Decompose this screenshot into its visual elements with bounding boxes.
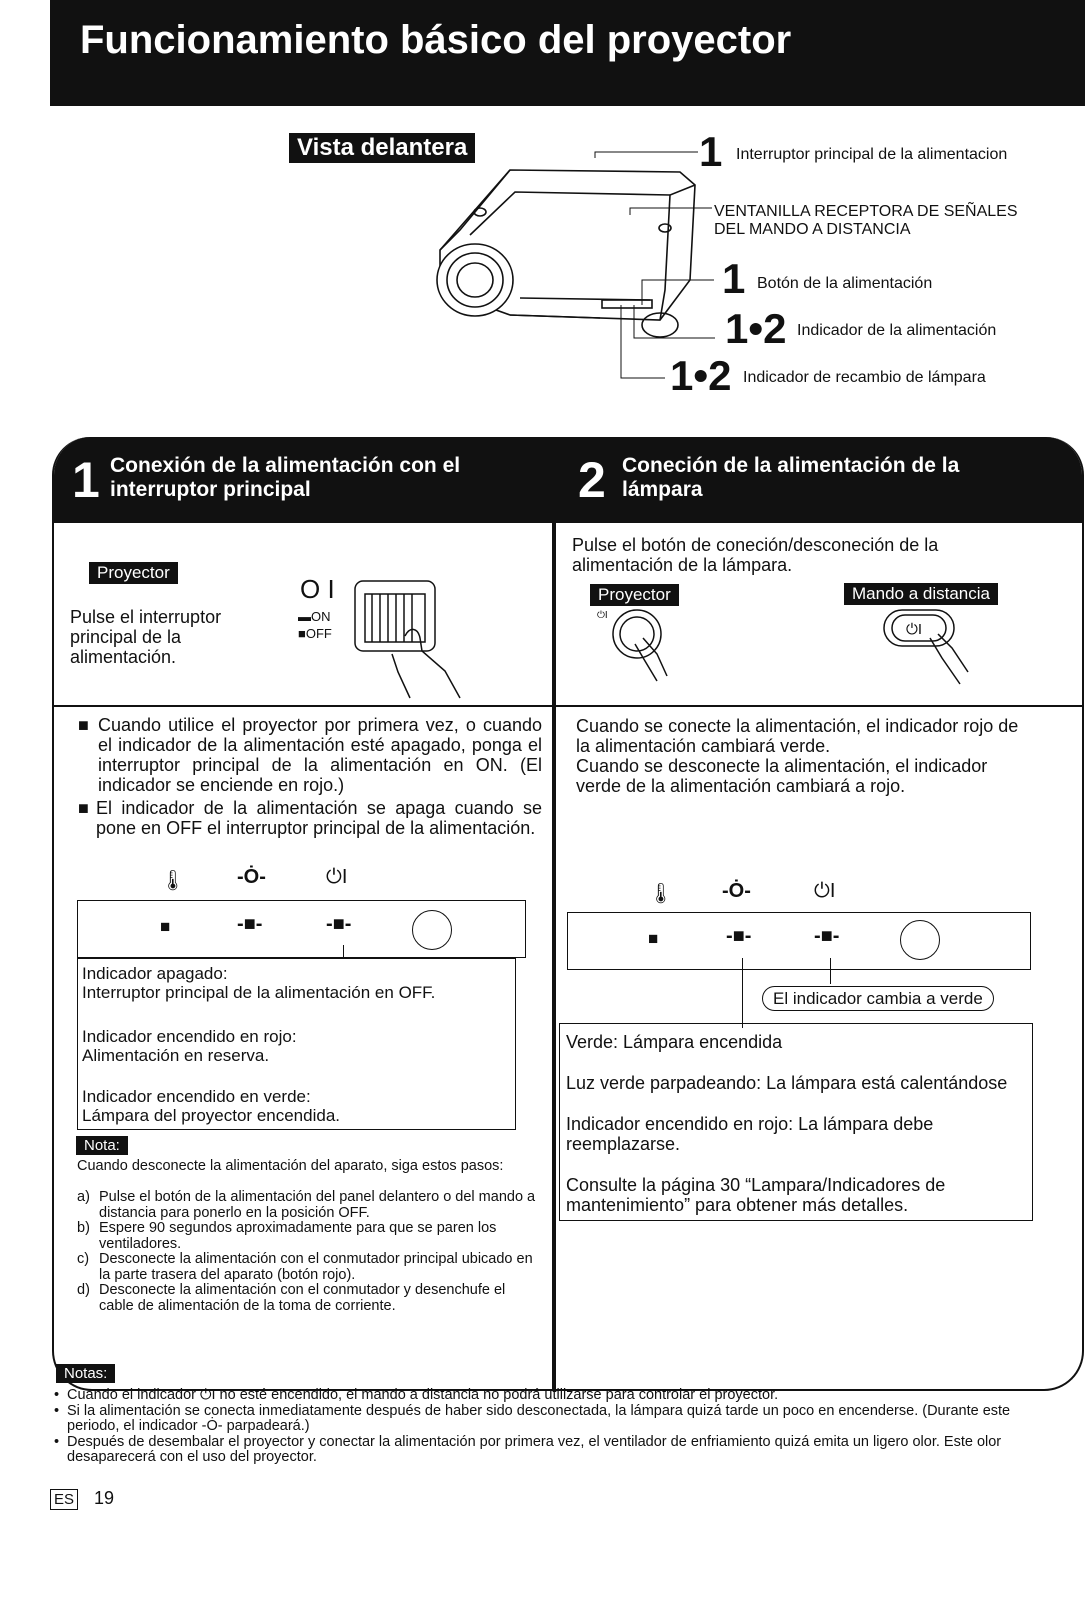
bullet-square-icon: ■ [78,798,89,818]
section2-header [556,437,1082,523]
indicator-panel-section2 [567,912,1031,970]
notas-item [54,1435,1039,1466]
temp-indicator-icon: 🌡 [160,870,186,892]
section2-body [576,716,1026,796]
temp-led-off-icon: ■ [648,929,659,948]
nota-step-text: Espere 90 segundos aproximadamente para que se paren los ventiladores. [99,1220,497,1252]
state-green [82,1087,502,1125]
section1-bullet2 [78,798,542,838]
leader-line [343,945,344,959]
section1-header [54,437,552,523]
front-view-tag: Vista delantera [289,133,475,163]
notas-item [54,1388,1039,1404]
state-red-desc: Alimentación en reserva. [82,1046,270,1065]
callout-power-indicator: Indicador de la alimentación [797,322,997,339]
lamp-indicator-icon: -Ȯ- [722,880,751,902]
nota-step [77,1221,537,1252]
section2-body1: Cuando se conecte la alimentación, el indicador rojo de la alimentación cambiará verde. [576,716,1019,756]
switch-on [298,609,331,624]
temp-led-off-icon: ■ [160,917,171,936]
switch-on-label: ON [311,609,331,624]
projector-power-button-icon [595,606,705,686]
section2-number: 2 [578,452,606,508]
state-off-desc: Interruptor principal de la alimentación en OFF. [82,983,436,1002]
leader-line [830,958,831,984]
section2-projector-tag: Proyector [590,584,679,606]
page-number: 19 [94,1488,115,1508]
notas-item-text: Después de desembalar el proyector y conectar la alimentación por primera vez, el ventilador de enfriamiento quizá emita un ligero olor. Este olor desaparecerá con el uso del proyector. [67,1433,1002,1465]
bullet-dot-icon: • [54,1402,60,1419]
notas-list [54,1388,1039,1466]
svg-text:⏻I: ⏻I [597,610,608,621]
state2-green-blink: Luz verde parpadeando: La lámpara está calentándose [566,1073,1008,1093]
nota-step-marker: a) [77,1189,90,1205]
callout-main-switch: Interruptor principal de la alimentacion [736,146,1008,163]
state-off-label: Indicador apagado: [82,964,228,983]
notas-item-text: Si la alimentación se conecta inmediatamente después de haber sido desconectada, la lámpara quizá tarde un poco en encenderse. (Durante este periodo, el indicador -Ȯ- parpadeará.) [67,1402,1011,1434]
callout-remote-sensor: VENTANILLA RECEPTORA DE SEÑALES DEL MANDO A DISTANCIA [714,203,1018,238]
state-off [82,964,502,1002]
column-divider [552,437,556,1389]
nota-tag: Nota: [76,1136,128,1155]
switch-off-label: OFF [305,626,332,641]
callout-num-power-button: 1 [722,255,746,302]
power-led-blink-icon: -■- [326,913,352,935]
state2-green: Verde: Lámpara encendida [566,1032,783,1052]
nota-step [77,1283,537,1314]
switch-off [298,626,332,641]
section2-remote-tag: Mando a distancia [844,583,998,605]
section1-number: 1 [72,452,100,508]
state2-reference: Consulte la página 30 “Lampara/Indicadores de mantenimiento” para obtener más detalles. [566,1175,946,1215]
remote-power-button-icon [880,606,970,690]
leader-line [742,958,743,1028]
section1-bullet1 [78,715,542,795]
switch-symbol: O I [300,574,335,604]
row-divider [54,705,1082,707]
state2-red: Indicador encendido en rojo: La lámpara debe reemplazarse. [566,1114,934,1154]
state-red [82,1027,502,1065]
power-led-blink-icon: -■- [814,925,840,947]
indicator-panel-section1 [77,900,526,958]
bullet-square-icon: ■ [78,715,89,735]
callout-num-lamp-indicator: 1•2 [670,352,732,399]
section1-title: Conexión de la alimentación con el interruptor principal [110,454,461,501]
nota-intro: Cuando desconecte la alimentación del aparato, siga estos pasos: [77,1158,504,1174]
nota-step [77,1190,537,1221]
state-red-label: Indicador encendido en rojo: [82,1027,297,1046]
callout-power-button: Botón de la alimentación [757,275,933,292]
bullet-dot-icon: • [54,1387,60,1403]
power-indicator-icon: ⏻I [326,866,348,888]
language-badge: ES [50,1489,78,1510]
section1-projector-tag: Proyector [89,562,178,584]
temp-indicator-icon: 🌡 [648,883,674,905]
off-mark-icon: ■ [298,626,306,641]
bullet1-text: Cuando utilice el proyector por primera vez, o cuando el indicador de la alimentación esté apagado, ponga el interruptor principal de la alimentación en ON. (El indicador se enciende en rojo.) [98,715,542,795]
lamp-led-blink-icon: -■- [237,913,263,935]
state-green-desc: Lámpara del proyector encendida. [82,1106,340,1125]
nota-steps [77,1190,537,1314]
nota-step-marker: b) [77,1220,90,1236]
nota-step-text: Desconecte la alimentación con el conmutador y desenchufe el cable de alimentación de la toma de corriente. [99,1282,506,1314]
section2-title: Coneción de la alimentación de la lámpara [622,454,960,501]
bullet-dot-icon: • [54,1433,60,1450]
nota-step-text: Pulse el botón de la alimentación del panel delantero o del mando a distancia para ponerlo en la posición OFF. [99,1189,536,1221]
power-button-icon [412,910,452,950]
nota-step-text: Desconecte la alimentación con el conmutador principal ubicado en la parte trasera del aparato (botón rojo). [99,1251,533,1283]
notas-item-text: Cuando el indicador ⏻I no esté encendido, el mando a distancia no podrá utilizarse para controlar el proyector. [67,1387,779,1403]
indicator-change-callout: El indicador cambia a verde [762,986,994,1011]
main-switch-icon [350,576,480,706]
bullet2-text: El indicador de la alimentación se apaga cuando se pone en OFF el interruptor principal de la alimentación. [96,798,542,838]
on-mark-icon: ▬ [298,609,311,624]
svg-text:⏻I: ⏻I [906,621,923,638]
power-button-icon [900,920,940,960]
power-indicator-icon: ⏻I [814,880,836,902]
nota-step [77,1252,537,1283]
callout-lamp-indicator: Indicador de recambio de lámpara [743,369,986,386]
nota-step-marker: c) [77,1251,90,1267]
lamp-led-blink-icon: -■- [726,925,752,947]
section2-body2: Cuando se desconecte la alimentación, el indicador verde de la alimentación cambiará a rojo. [576,756,988,796]
page-title: Funcionamiento básico del proyector [80,18,792,62]
callout-num-power-indicator: 1•2 [725,305,787,352]
section1-instruction: Pulse el interruptor principal de la alimentación. [70,607,222,667]
notas-tag: Notas: [56,1364,115,1383]
lamp-indicator-icon: -Ȯ- [237,866,266,888]
notas-item [54,1404,1039,1435]
section2-instruction: Pulse el botón de coneción/desconeción de la alimentación de la lámpara. [572,535,939,575]
state-green-label: Indicador encendido en verde: [82,1087,311,1106]
nota-step-marker: d) [77,1282,90,1298]
callout-num-main-switch: 1 [699,128,723,175]
